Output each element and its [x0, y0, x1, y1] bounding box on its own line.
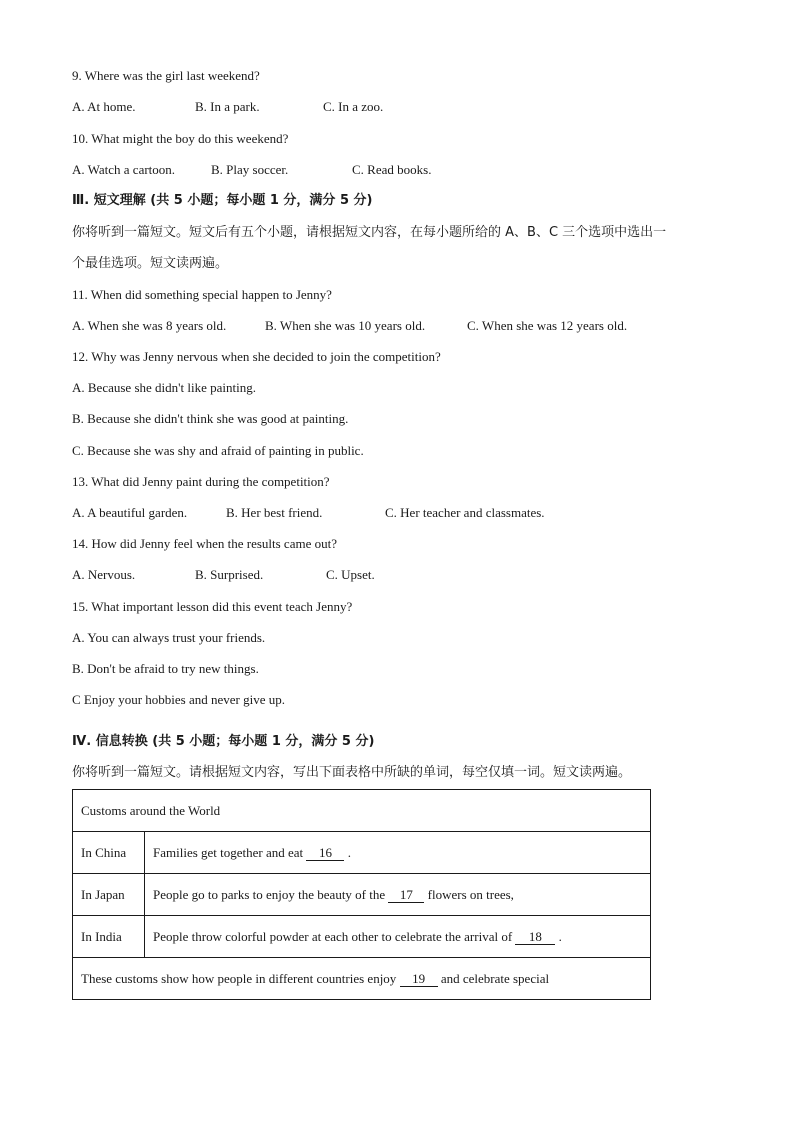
- custom-cell: [145, 832, 651, 874]
- q9-option-b: B. In a park.: [195, 99, 260, 114]
- custom-text-end: flowers on trees,: [424, 886, 514, 902]
- table-row: [73, 916, 651, 958]
- custom-text-end: .: [344, 844, 351, 860]
- q10-options: [72, 161, 672, 179]
- q15-option-c: C Enjoy your hobbies and never give up.: [72, 692, 286, 707]
- custom-text: People go to parks to enjoy the beauty of the: [153, 886, 389, 902]
- q10-option-b: B. Play soccer.: [211, 162, 289, 177]
- q12-option-b: B. Because she didn't think she was good at painting.: [72, 411, 349, 426]
- table-row: [73, 958, 651, 1000]
- q9-question: 9. Where was the girl last weekend?: [72, 68, 260, 83]
- section4-instruction: 你将听到一篇短文。请根据短文内容，写出下面表格中所缺的单词，每空仅填一词。短文读两遍。: [72, 765, 632, 780]
- country-cell: In China: [73, 832, 145, 874]
- q12-option-a: A. Because she didn't like painting.: [72, 380, 256, 395]
- q10-option-a: A. Watch a cartoon.: [72, 162, 176, 177]
- q13-option-b: B. Her best friend.: [226, 505, 323, 520]
- custom-text: People throw colorful powder at each other to celebrate the arrival of: [153, 928, 516, 944]
- answer-blank-17[interactable]: 17: [388, 888, 424, 903]
- q13-question: 13. What did Jenny paint during the competition?: [72, 474, 330, 489]
- table-footer: [73, 958, 651, 1000]
- footer-text-end: and celebrate special: [437, 970, 550, 986]
- section3-heading: Ⅲ. 短文理解 (共 5 小题；每小题 1 分，满分 5 分): [72, 193, 373, 208]
- answer-blank-16[interactable]: 16: [306, 846, 344, 861]
- section3-instruction-1: 你将听到一篇短文。短文后有五个小题，请根据短文内容，在每小题所给的 A、B、C 三个选项中选出一: [72, 225, 667, 240]
- q10-option-c: C. Read books.: [352, 162, 432, 177]
- q14-question: 14. How did Jenny feel when the results came out?: [72, 536, 337, 551]
- q15-option-a: A. You can always trust your friends.: [72, 630, 266, 645]
- q11-option-c: C. When she was 12 years old.: [467, 318, 628, 333]
- q9-option-c: C. In a zoo.: [323, 99, 384, 114]
- custom-cell: [145, 874, 651, 916]
- section4-heading: Ⅳ. 信息转换 (共 5 小题；每小题 1 分，满分 5 分): [72, 734, 375, 749]
- q9-option-a: A. At home.: [72, 99, 136, 114]
- custom-text-end: .: [555, 928, 562, 944]
- table-row: [73, 790, 651, 832]
- q15-question: 15. What important lesson did this event teach Jenny?: [72, 599, 353, 614]
- q11-option-a: A. When she was 8 years old.: [72, 318, 227, 333]
- q12-question: 12. Why was Jenny nervous when she decided to join the competition?: [72, 349, 441, 364]
- table-row: [73, 874, 651, 916]
- footer-text: These customs show how people in different countries enjoy: [81, 970, 400, 986]
- q12-option-c: C. Because she was shy and afraid of painting in public.: [72, 443, 364, 458]
- q9-options: [72, 98, 672, 116]
- q15-option-b: B. Don't be afraid to try new things.: [72, 661, 259, 676]
- country-cell: In Japan: [73, 874, 145, 916]
- q11-options: [72, 317, 722, 335]
- q13-options: [72, 504, 672, 522]
- q14-options: [72, 566, 672, 584]
- q11-question: 11. When did something special happen to Jenny?: [72, 287, 332, 302]
- q10-question: 10. What might the boy do this weekend?: [72, 131, 289, 146]
- q11-option-b: B. When she was 10 years old.: [265, 318, 426, 333]
- table-title: Customs around the World: [73, 790, 651, 832]
- custom-text: Families get together and eat: [153, 844, 307, 860]
- table-row: [73, 832, 651, 874]
- customs-table: [72, 789, 651, 1000]
- answer-blank-19[interactable]: 19: [400, 972, 438, 987]
- section3-instruction-2: 个最佳选项。短文读两遍。: [72, 256, 229, 271]
- country-cell: In India: [73, 916, 145, 958]
- custom-cell: [145, 916, 651, 958]
- q14-option-b: B. Surprised.: [195, 567, 264, 582]
- q14-option-a: A. Nervous.: [72, 567, 136, 582]
- q13-option-c: C. Her teacher and classmates.: [385, 505, 545, 520]
- answer-blank-18[interactable]: 18: [515, 930, 555, 945]
- q14-option-c: C. Upset.: [326, 567, 375, 582]
- q13-option-a: A. A beautiful garden.: [72, 505, 188, 520]
